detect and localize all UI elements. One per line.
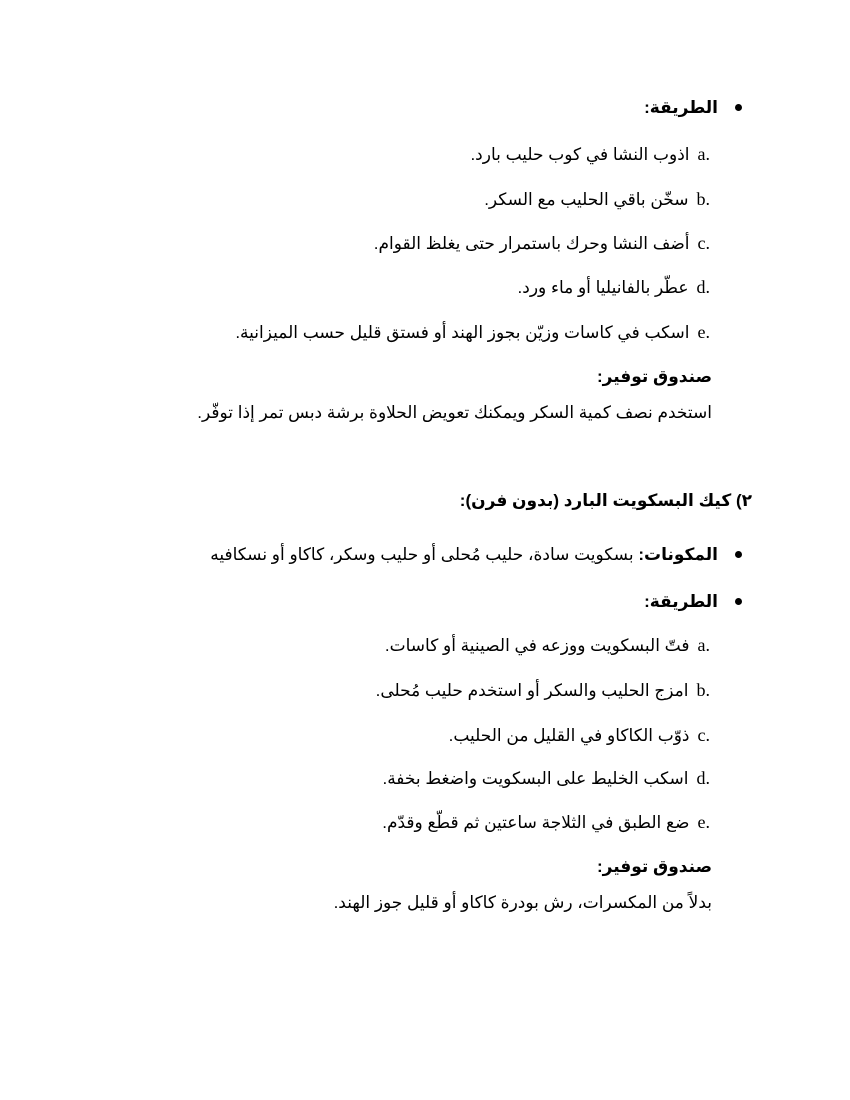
bullet-icon [735,598,742,605]
tip-box-text: استخدم نصف كمية السكر ويمكنك تعويض الحلاوة برشة دبس تمر إذا توفّر. [197,403,712,422]
list-item: e.ضع الطبق في الثلاجة ساعتين ثم قطّع وقدّم. [382,812,710,832]
list-item: c.ذوّب الكاكاو في القليل من الحليب. [448,725,710,745]
bullet-icon [735,104,742,111]
method-label: الطريقة: [644,592,718,611]
bullet-icon [735,551,742,558]
list-item: b.امزج الحليب والسكر أو استخدم حليب مُحلى. [375,680,710,700]
list-item: d.عطّر بالفانيليا أو ماء ورد. [517,277,710,297]
list-item: a.فتّ البسكويت ووزعه في الصينية أو كاسات. [384,635,710,655]
list-item: b.سخّن باقي الحليب مع السكر. [484,189,710,209]
ingredients-label: المكونات: [638,545,718,564]
tip-box-text: بدلاً من المكسرات، رش بودرة كاكاو أو قليل جوز الهند. [333,893,712,912]
tip-box-title: صندوق توفير: [596,857,712,876]
method-label: الطريقة: [644,98,718,117]
ingredients-text: بسكويت سادة، حليب مُحلى أو حليب وسكر، كاكاو أو نسكافيه [210,545,634,564]
section-heading: ٢) كيك البسكويت البارد (بدون فرن): [459,491,752,510]
tip-box-title: صندوق توفير: [596,367,712,386]
list-item: d.اسكب الخليط على البسكويت واضغط بخفة. [382,768,710,788]
list-item: a.اذوب النشا في كوب حليب بارد. [470,144,710,164]
list-item: c.أضف النشا وحرك باستمرار حتى يغلظ القوام. [373,233,710,253]
list-item: e.اسكب في كاسات وزيّن بجوز الهند أو فستق قليل حسب الميزانية. [235,322,710,342]
method-steps-list [10,0,710,1100]
